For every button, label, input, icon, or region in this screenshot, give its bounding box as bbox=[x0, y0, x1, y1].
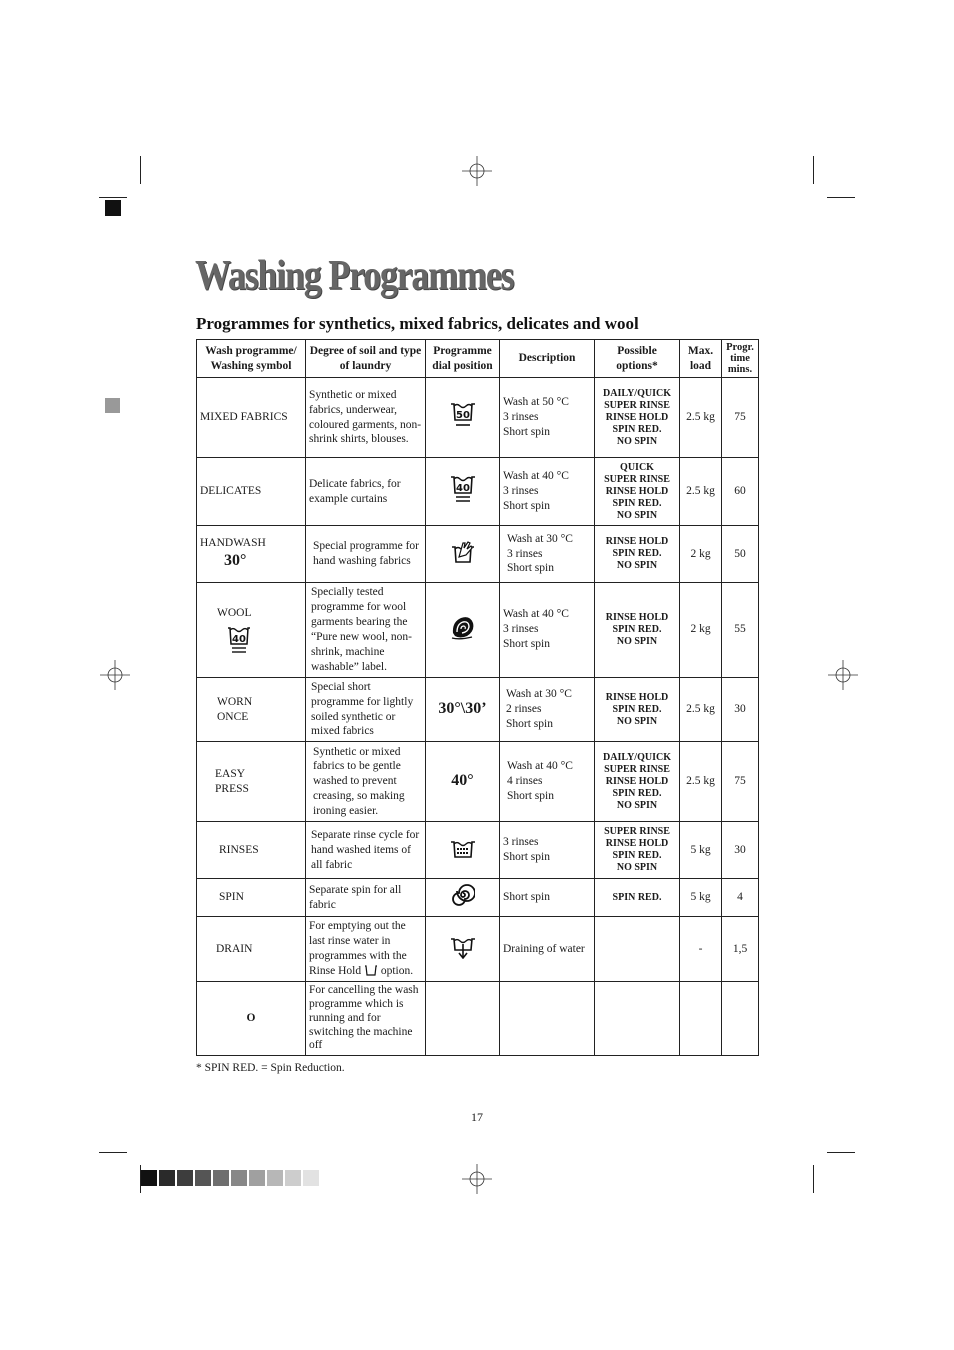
max-load: 5 kg bbox=[680, 822, 722, 879]
description: 3 rinses Short spin bbox=[500, 822, 595, 879]
soil-type: Special programme for hand washing fabrics bbox=[306, 526, 426, 583]
crop-mark bbox=[813, 1165, 814, 1193]
options: RINSE HOLD SPIN RED. NO SPIN bbox=[595, 583, 680, 678]
programme-temperature: 30° bbox=[224, 552, 247, 570]
registration-crosshair bbox=[462, 1164, 492, 1194]
dial-position bbox=[426, 822, 500, 879]
dial-position-text: 30°\30’ bbox=[438, 700, 487, 718]
programme-name: O bbox=[197, 982, 306, 1056]
dial-position bbox=[426, 879, 500, 917]
spin-spiral-icon bbox=[451, 883, 475, 907]
description: Wash at 30 °C 2 rinses Short spin bbox=[500, 677, 595, 742]
description: Wash at 30 °C 3 rinses Short spin bbox=[500, 526, 595, 583]
programme-name: MIXED FABRICS bbox=[197, 378, 306, 458]
programme-time: 75 bbox=[722, 378, 759, 458]
description: Short spin bbox=[500, 879, 595, 917]
registration-crosshair bbox=[100, 660, 130, 690]
black-square-mark bbox=[105, 200, 121, 216]
programme-time: 4 bbox=[722, 879, 759, 917]
max-load: 2.5 kg bbox=[680, 677, 722, 742]
table-row bbox=[197, 583, 759, 678]
table-row bbox=[197, 526, 759, 583]
description: Wash at 40 °C 3 rinses Short spin bbox=[500, 458, 595, 526]
header-load: Max. load bbox=[680, 340, 722, 378]
programme-name: WORN ONCE bbox=[197, 677, 306, 742]
options: QUICK SUPER RINSE RINSE HOLD SPIN RED. NO SPIN bbox=[595, 458, 680, 526]
header-dial: Programme dial position bbox=[426, 340, 500, 378]
crop-mark bbox=[813, 156, 814, 184]
soil-type-text: option. bbox=[380, 965, 414, 978]
programme-name: DELICATES bbox=[197, 458, 306, 526]
programme-name: DRAIN bbox=[197, 917, 306, 982]
programme-name bbox=[197, 526, 306, 583]
dial-position bbox=[426, 677, 500, 742]
rinse-hold-tub-icon bbox=[364, 965, 378, 976]
description: Wash at 50 °C 3 rinses Short spin bbox=[500, 378, 595, 458]
svg-text:40: 40 bbox=[232, 634, 246, 646]
registration-crosshair bbox=[828, 660, 858, 690]
table-row bbox=[197, 378, 759, 458]
table-row bbox=[197, 822, 759, 879]
max-load: 2.5 kg bbox=[680, 378, 722, 458]
dial-position bbox=[426, 378, 500, 458]
soil-type: Separate spin for all fabric bbox=[306, 879, 426, 917]
grey-square-mark bbox=[105, 398, 120, 413]
max-load: 2.5 kg bbox=[680, 458, 722, 526]
wool-ball-icon bbox=[450, 614, 476, 640]
dial-position bbox=[426, 526, 500, 583]
table-row bbox=[197, 982, 759, 1056]
options: DAILY/QUICK SUPER RINSE RINSE HOLD SPIN RED. NO SPIN bbox=[595, 378, 680, 458]
soil-type: Special short programme for lightly soiled synthetic or mixed fabrics bbox=[306, 677, 426, 742]
crop-mark bbox=[827, 197, 855, 198]
programme-time: 55 bbox=[722, 583, 759, 678]
programme-time: 60 bbox=[722, 458, 759, 526]
options bbox=[595, 982, 680, 1056]
soil-type: Synthetic or mixed fabrics to be gentle washed to prevent creasing, so making ironing easier. bbox=[306, 742, 426, 822]
max-load bbox=[680, 982, 722, 1056]
soil-type: Specially tested programme for wool garments bearing the “Pure new wool, non-shrink, machine washable” label. bbox=[306, 583, 426, 678]
programme-name-text: WOOL bbox=[217, 607, 252, 620]
section-subtitle: Programmes for synthetics, mixed fabrics, delicates and wool bbox=[196, 314, 639, 333]
table-row bbox=[197, 677, 759, 742]
options bbox=[595, 917, 680, 982]
description: Wash at 40 °C 4 rinses Short spin bbox=[500, 742, 595, 822]
wool-tub-40-icon bbox=[227, 625, 251, 653]
soil-type: Synthetic or mixed fabrics, underwear, coloured garments, non-shrink shirts, blouses. bbox=[306, 378, 426, 458]
programme-time: 1,5 bbox=[722, 917, 759, 982]
max-load: 2 kg bbox=[680, 526, 722, 583]
header-programme: Wash programme/ Washing symbol bbox=[197, 340, 306, 378]
options: RINSE HOLD SPIN RED. NO SPIN bbox=[595, 677, 680, 742]
max-load: - bbox=[680, 917, 722, 982]
max-load: 5 kg bbox=[680, 879, 722, 917]
programme-name: RINSES bbox=[197, 822, 306, 879]
svg-text:40: 40 bbox=[455, 483, 470, 495]
page-number: 17 bbox=[471, 1110, 483, 1124]
soil-type bbox=[306, 917, 426, 982]
programme-time: 30 bbox=[722, 822, 759, 879]
dial-position bbox=[426, 583, 500, 678]
max-load: 2 kg bbox=[680, 583, 722, 678]
description bbox=[500, 982, 595, 1056]
header-options: Possible options* bbox=[595, 340, 680, 378]
dial-position bbox=[426, 917, 500, 982]
footnote: * SPIN RED. = Spin Reduction. bbox=[196, 1062, 345, 1074]
soil-type-text: For emptying out the last rinse water in programmes with the Rinse Hold bbox=[309, 920, 407, 978]
programmes-table bbox=[196, 339, 759, 1056]
table-row bbox=[197, 742, 759, 822]
soil-type: Delicate fabrics, for example curtains bbox=[306, 458, 426, 526]
grayscale-color-bar bbox=[141, 1170, 321, 1186]
drain-tub-icon bbox=[450, 935, 476, 959]
soil-type: Separate rinse cycle for hand washed items of all fabric bbox=[306, 822, 426, 879]
options: SPIN RED. bbox=[595, 879, 680, 917]
svg-text:50: 50 bbox=[455, 410, 470, 422]
programme-name: SPIN bbox=[197, 879, 306, 917]
header-time: Progr. time mins. bbox=[722, 340, 759, 378]
programme-time: 30 bbox=[722, 677, 759, 742]
crop-mark bbox=[99, 197, 127, 198]
table-row bbox=[197, 879, 759, 917]
table-row bbox=[197, 917, 759, 982]
dial-position bbox=[426, 982, 500, 1056]
dial-position bbox=[426, 458, 500, 526]
description: Draining of water bbox=[500, 917, 595, 982]
crop-mark bbox=[827, 1152, 855, 1153]
table-row bbox=[197, 458, 759, 526]
table-header-row bbox=[197, 340, 759, 378]
max-load: 2.5 kg bbox=[680, 742, 722, 822]
crop-mark bbox=[99, 1152, 127, 1153]
programme-time: 75 bbox=[722, 742, 759, 822]
options: SUPER RINSE RINSE HOLD SPIN RED. NO SPIN bbox=[595, 822, 680, 879]
options: RINSE HOLD SPIN RED. NO SPIN bbox=[595, 526, 680, 583]
tub-40-double-bar-icon bbox=[450, 474, 476, 504]
programme-name: EASY PRESS bbox=[197, 742, 306, 822]
dial-position-text: 40° bbox=[451, 772, 474, 790]
options: DAILY/QUICK SUPER RINSE RINSE HOLD SPIN RED. NO SPIN bbox=[595, 742, 680, 822]
dial-position bbox=[426, 742, 500, 822]
description: Wash at 40 °C 3 rinses Short spin bbox=[500, 583, 595, 678]
programme-name bbox=[197, 583, 306, 678]
programme-name-text: HANDWASH bbox=[200, 537, 266, 550]
programme-time bbox=[722, 982, 759, 1056]
soil-type: For cancelling the wash programme which is running and for switching the machine off bbox=[306, 982, 426, 1056]
header-soil: Degree of soil and type of laundry bbox=[306, 340, 426, 378]
handwash-tub-icon bbox=[450, 539, 476, 565]
tub-50-single-bar-icon bbox=[450, 401, 476, 429]
page-title: Washing Programmes bbox=[195, 253, 514, 299]
crop-mark bbox=[140, 156, 141, 184]
header-description: Description bbox=[500, 340, 595, 378]
programme-time: 50 bbox=[722, 526, 759, 583]
registration-crosshair bbox=[462, 156, 492, 186]
rinse-tub-icon bbox=[450, 837, 476, 859]
